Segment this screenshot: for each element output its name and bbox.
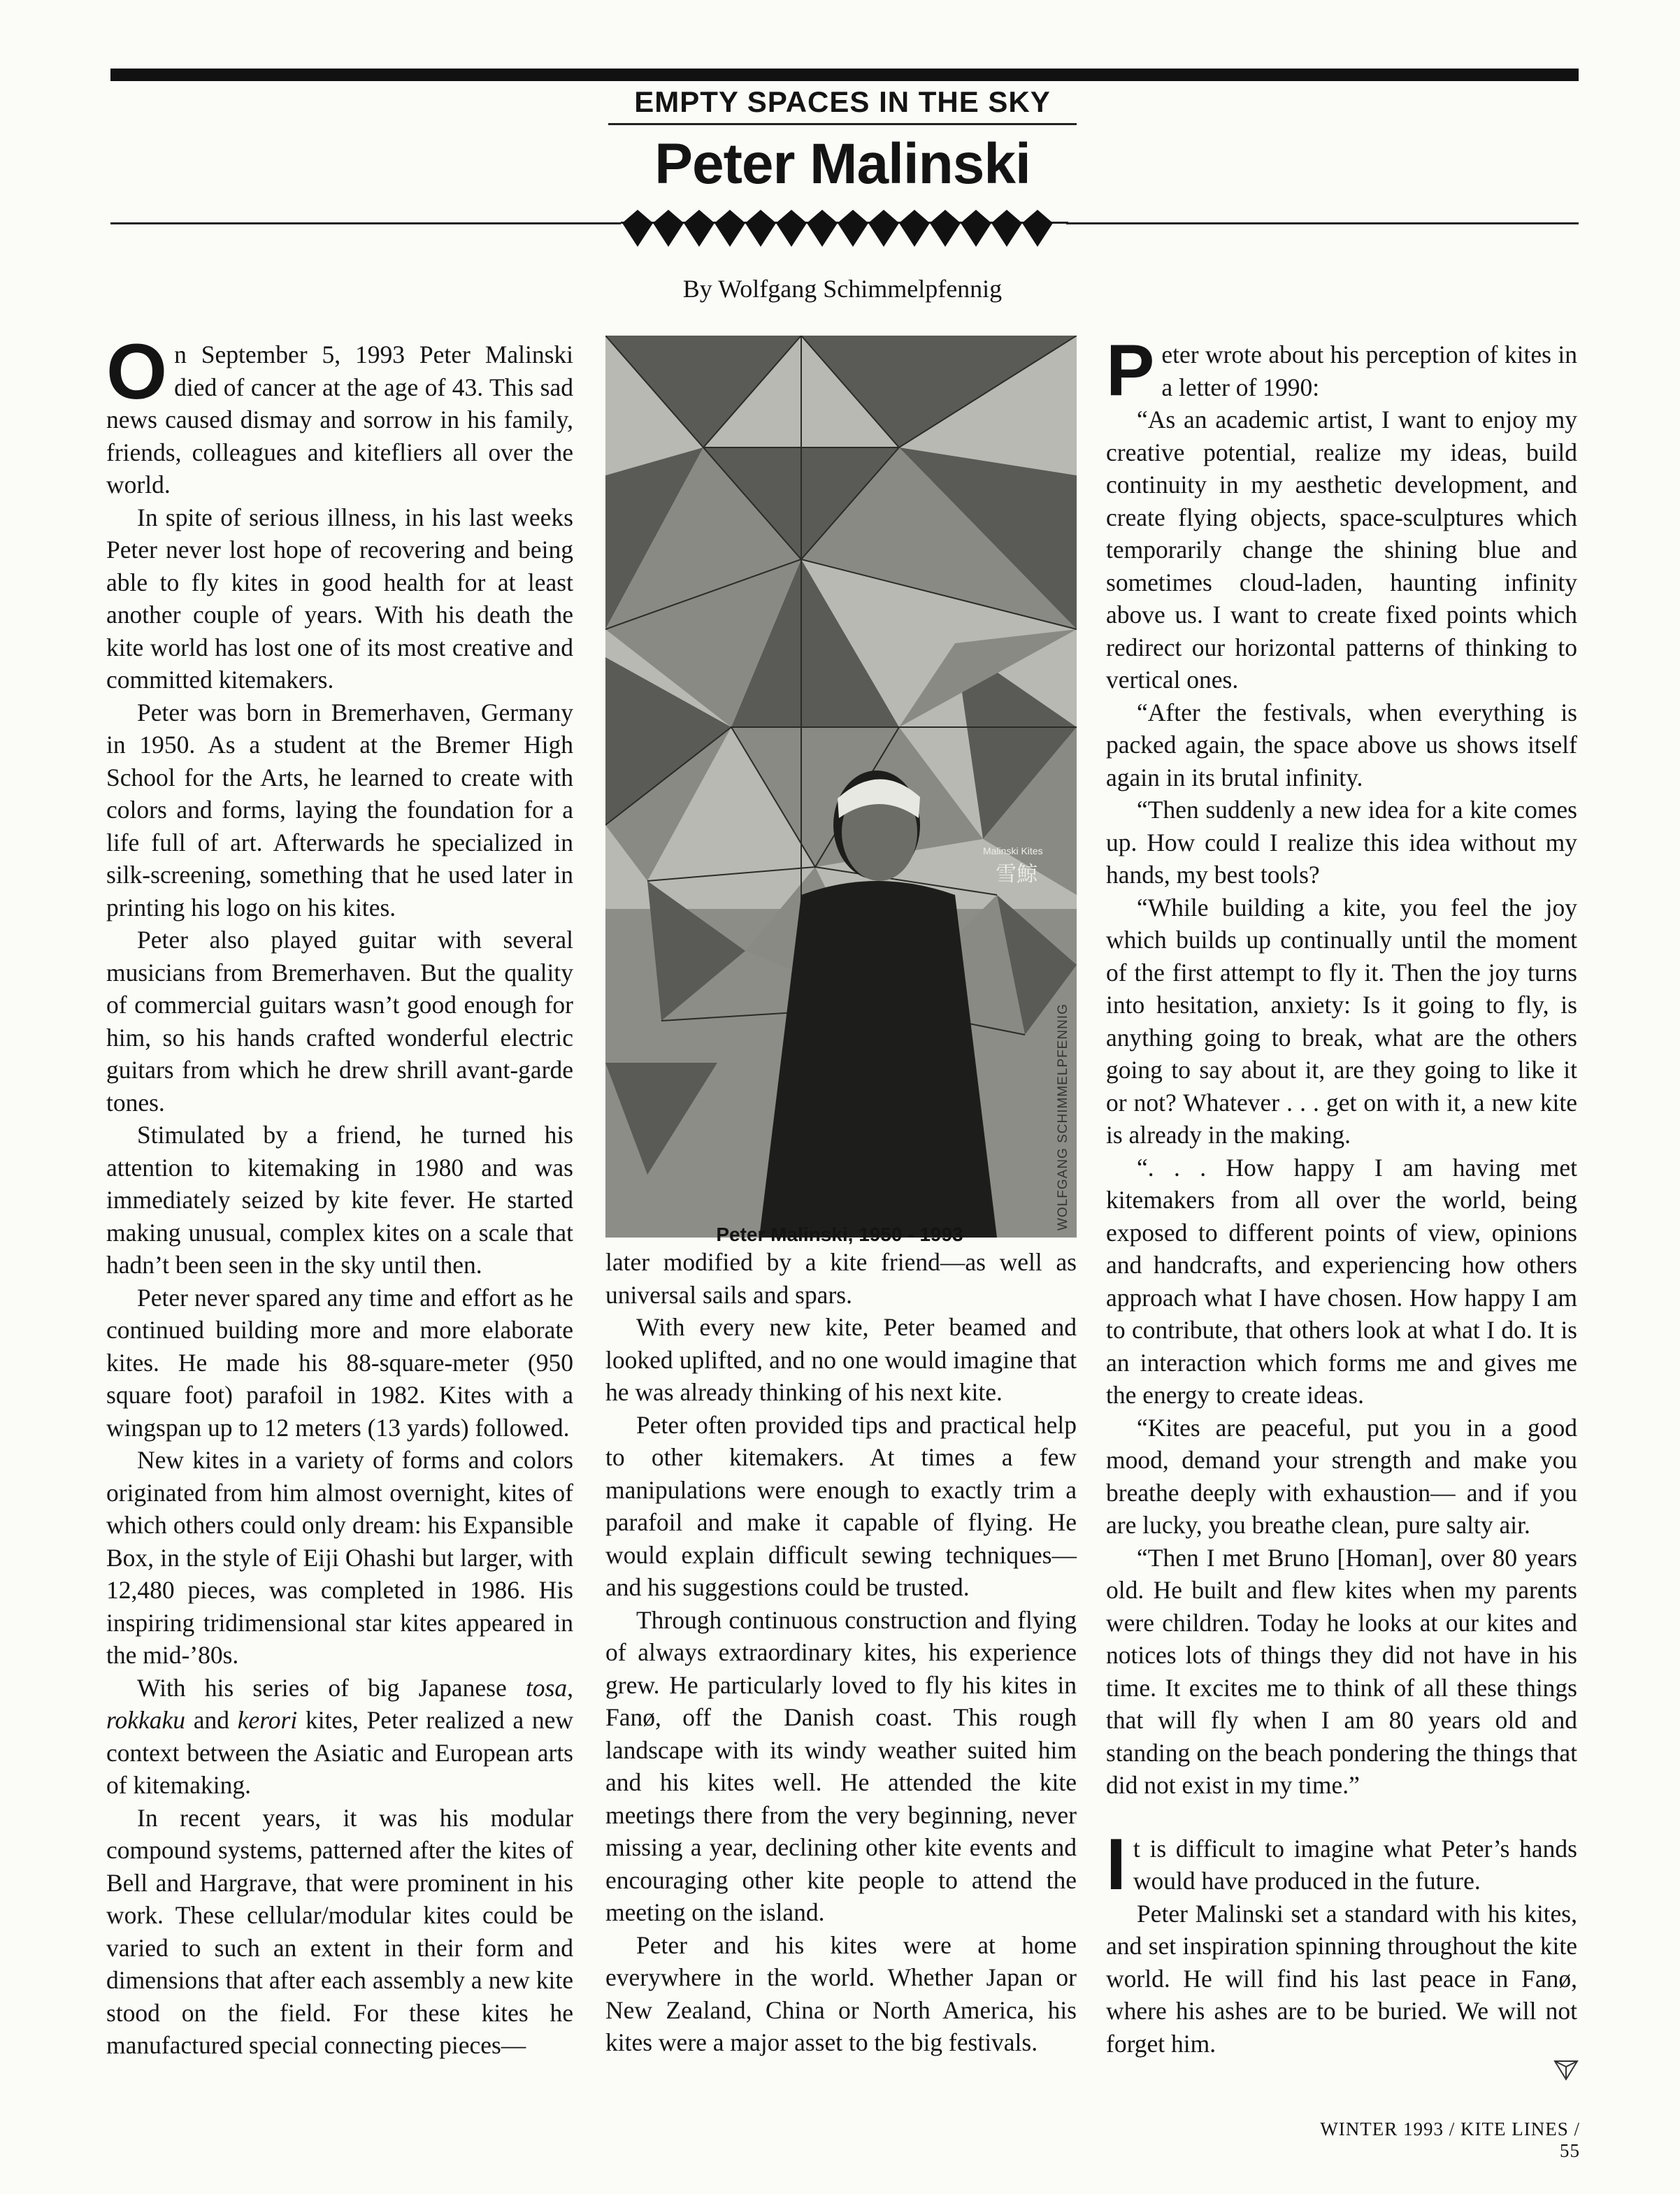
page-folio: WINTER 1993 / KITE LINES / 55 [1320, 2118, 1580, 2161]
paragraph: Peter also played guitar with several musicians from Bremerhaven. But the quality of commercial guitars wasn’t good enough for him, so his hands crafted wonderful electric guitars from which he drew shrill avant-garde tones. [106, 926, 573, 1117]
article-headline: Peter Malinski [654, 132, 1031, 196]
divider-left [110, 222, 621, 224]
paragraph: Peter was born in Bremerhaven, Germany in 1950. As a student at the Bremer High School for the Arts, he learned to create with colors and forms, laying the foundation for a life full of art. Afterwards he specialized in silk-screening, something that he used later in printing his logo on his kites. [106, 698, 573, 922]
paragraph: In recent years, it was his modular compound systems, patterned after the kites of Bell and Hargrave, that were prominent in his work. These cellular/modular kites could be varied to such an extent in their form and dimensions that after each assembly a new kite stood on the field. For these kites he manufactured special connecting pieces— [106, 1803, 573, 2059]
byline: By Wolfgang Schimmelpfennig [682, 275, 1003, 303]
drop-cap: I [1106, 1823, 1126, 1905]
diamond-ornament [621, 204, 1068, 253]
paragraph: New kites in a variety of forms and colors originated from him almost overnight, kites of which others could only dream: his Expansible Box, in the style of Eiji Ohashi but larger, with 12,480 pieces, was completed in 1986. His inspiring tridimensional star kites appeared in the mid-’80s. [106, 1446, 573, 1669]
top-rule [110, 69, 1579, 81]
paragraph: Peter wrote about his perception of kites in a letter of 1990: [1106, 330, 1577, 411]
end-mark-icon [1553, 2057, 1579, 2081]
article-column-2 [605, 1246, 1077, 2059]
paragraph: On September 5, 1993 Peter Malinski died of cancer at the age of 43. This sad news caused dismay and sorrow in his family, friends, colleagues and kitefliers all over the world. [106, 328, 573, 499]
photo-caption: Peter Malinski, 1950 - 1993 [716, 1224, 963, 1245]
paragraph: With every new kite, Peter beamed and looked uplifted, and no one would imagine that he was already thinking of his next kite. [605, 1313, 1077, 1406]
divider-right [1066, 222, 1579, 224]
paragraph: It is difficult to imagine what Peter’s hands would have produced in the future. [1106, 1823, 1577, 1905]
paragraph: With his series of big Japanese tosa, rokkaku and kerori kites, Peter realized a new context between the Asiatic and European arts of kitemaking. [106, 1673, 573, 1799]
paragraph: Peter never spared any time and effort as he continued building more and more elaborate kites. He made his 88-square-meter (950 square foot) parafoil in 1982. Kites with a wingspan up to 12 meters (13 yards) followed. [106, 1283, 573, 1442]
paragraph: “Kites are peaceful, put you in a good mood, demand your strength and make you breathe deeply with exhaustion— and if you are lucky, you breathe clean, pure salty air. [1106, 1413, 1577, 1539]
paragraph: “Then I met Bruno [Homan], over 80 years old. He built and flew kites when my parents were children. Today he looks at our kites and notices lots of things they did not have in his time. It excites me to think of all these things that will fly when I am 80 years old and standing on the beach pondering the things that did not exist in my time.” [1106, 1543, 1577, 1799]
photo-credit: WOLFGANG SCHIMMELPFENNIG [1056, 1003, 1070, 1231]
kite-logo-glyphs: 雪鯨 [996, 862, 1038, 887]
paragraph: Peter Malinski set a standard with his kites, and set inspiration spinning throughout the kite world. He will find his last peace in Fanø, where his ashes are to be buried. We will not forget him. [1106, 1899, 1577, 2058]
article-column-3 [1106, 330, 1577, 2060]
paragraph: “Then suddenly a new idea for a kite comes up. How could I realize this idea without my hands, my best tools? [1106, 796, 1577, 889]
paragraph: “. . . How happy I am having met kitemakers from all over the world, being exposed to different points of view, opinions and handcrafts, and experiencing how others approach what I have chosen. How happy I am to contribute, that others look at what I do. It is an interaction which forms me and gives me the energy to create ideas. [1106, 1153, 1577, 1409]
kite-logo-text: Malinski Kites [983, 845, 1043, 856]
paragraph: “While building a kite, you feel the joy which builds up continually until the moment of the first attempt to fly it. Then the joy turns into hesitation, anxiety: Is it going to fly, is anything going to break, what are the others going to say about it, are they going to like it or not? Whatever . . . get on with it, a new kite is already in the making. [1106, 893, 1577, 1149]
paragraph: later modified by a kite friend—as well as universal sails and spars. [605, 1248, 1077, 1309]
paragraph: In spite of serious illness, in his last weeks Peter never lost hope of recovering and being able to fly kites in good health for at least another couple of years. With his death the kite world has lost one of its most creative and committed kitemakers. [106, 503, 573, 694]
portrait-photo [605, 336, 1077, 1238]
paragraph: Stimulated by a friend, he turned his attention to kitemaking in 1980 and was immediately seized by kite fever. He started making unusual, complex kites on a scale that hadn’t been seen in the sky until then. [106, 1121, 573, 1279]
article-column-1 [106, 328, 573, 2062]
section-kicker: EMPTY SPACES IN THE SKY [608, 85, 1077, 125]
paragraph: Peter and his kites were at home everywhere in the world. Whether Japan or New Zealand, China or North America, his kites were a major asset to the big festivals. [605, 1930, 1077, 2056]
section-gap [1106, 1802, 1577, 1833]
drop-cap: P [1106, 330, 1155, 411]
drop-cap: O [106, 328, 168, 415]
paragraph: Peter often provided tips and practical help to other kitemakers. At times a few manipulations were enough to exactly trim a parafoil and make it capable of flying. He would explain difficult sewing techniques—and his suggestions could be trusted. [605, 1410, 1077, 1601]
paragraph: “After the festivals, when everything is packed again, the space above us shows itself again in its brutal infinity. [1106, 698, 1577, 791]
paragraph: Through continuous construction and flying of always extraordinary kites, his experience grew. He particularly loved to fly his kites in Fanø, off the Danish coast. This rough landscape with its windy weather suited him and his kites well. He attended the kite meetings there from the very beginning, never missing a year, declining other kite events and encouraging other kite people to attend the meeting on the island. [605, 1605, 1077, 1926]
paragraph: “As an academic artist, I want to enjoy my creative potential, realize my ideas, build continuity in my aesthetic development, and create flying objects, space-sculptures which temporarily change the shining blue and sometimes cloud-laden, haunting infinity above us. I want to create fixed points which redirect our horizontal patterns of thinking to vertical ones. [1106, 406, 1577, 694]
